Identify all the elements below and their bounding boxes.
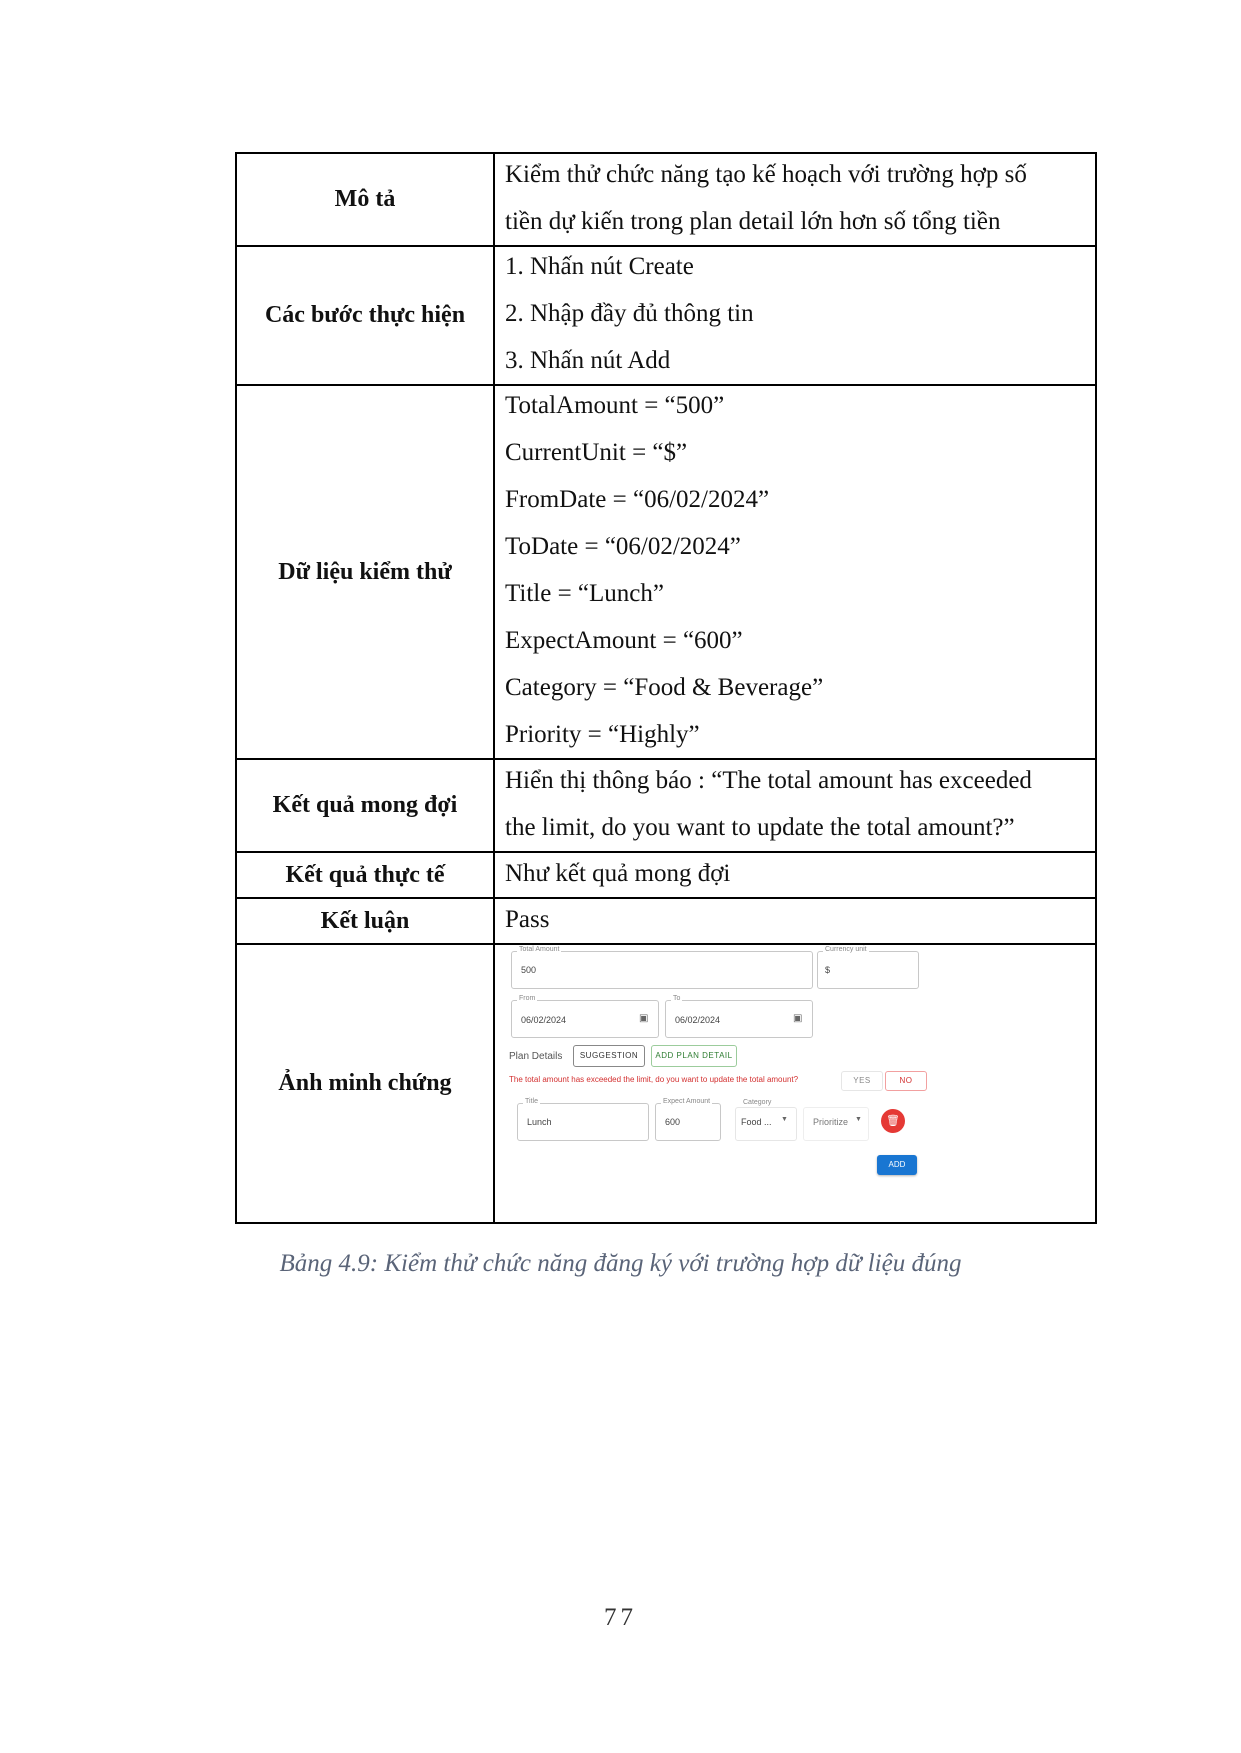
text-line: Pass	[505, 905, 550, 933]
text-line: 3. Nhấn nút Add	[505, 347, 671, 374]
to-date-value: 06/02/2024	[675, 1015, 721, 1025]
warning-message: The total amount has exceeded the limit, do you want to update the total amount?	[509, 1075, 799, 1084]
currency-unit-input[interactable]	[817, 951, 919, 989]
row-value	[494, 898, 1096, 944]
row-expected	[236, 759, 1096, 852]
text-line: Priority = “Highly”	[505, 721, 700, 748]
text-line: Category = “Food & Beverage”	[505, 674, 824, 701]
text-line: 1. Nhấn nút Create	[505, 253, 694, 280]
yes-button[interactable]: YES	[841, 1071, 883, 1091]
text-line: ToDate = “06/02/2024”	[505, 533, 741, 560]
text-line: the limit, do you want to update the total amount?”	[505, 813, 1015, 841]
priority-value: Prioritize	[813, 1117, 849, 1127]
table-caption: Bảng 4.9: Kiểm thử chức năng đăng ký với trường hợp dữ liệu đúng	[279, 1250, 962, 1277]
suggestion-button[interactable]: SUGGESTION	[573, 1045, 645, 1067]
title-value: Lunch	[527, 1117, 552, 1127]
text-line: FromDate = “06/02/2024”	[505, 486, 770, 513]
calendar-icon[interactable]: ▣	[639, 1013, 649, 1024]
row-value	[494, 385, 1096, 759]
row-value	[494, 759, 1096, 852]
total-amount-value: 500	[521, 965, 537, 975]
to-date-label: To	[673, 995, 681, 1002]
plan-details-label: Plan Details	[509, 1051, 563, 1062]
total-amount-input[interactable]	[511, 951, 813, 989]
category-value: Food ...	[741, 1117, 772, 1127]
row-label: Mô tả	[236, 153, 494, 246]
add-button[interactable]: ADD	[877, 1155, 917, 1175]
row-value	[494, 852, 1096, 898]
expect-amount-value: 600	[665, 1117, 681, 1127]
row-label: Kết quả mong đợi	[236, 759, 494, 852]
text-line: 2. Nhập đầy đủ thông tin	[505, 300, 754, 327]
text-line: TotalAmount = “500”	[505, 392, 725, 419]
row-value	[494, 246, 1096, 385]
text-line: tiền dự kiến trong plan detail lớn hơn số tổng tiền	[505, 207, 1001, 235]
add-plan-detail-button[interactable]: ADD PLAN DETAIL	[651, 1045, 737, 1067]
row-label: Kết luận	[236, 898, 494, 944]
no-button[interactable]: NO	[885, 1071, 927, 1091]
from-date-label: From	[519, 995, 536, 1002]
test-case-table	[235, 152, 1097, 1224]
evidence-screenshot	[505, 945, 975, 1222]
evidence-screenshot-cell	[494, 944, 1096, 1223]
row-test-data	[236, 385, 1096, 759]
currency-unit-label: Currency unit	[825, 946, 867, 953]
page-number: 77	[604, 1604, 637, 1631]
text-line: Như kết quả mong đợi	[505, 859, 731, 887]
title-label: Title	[525, 1098, 538, 1105]
text-line: CurrentUnit = “$”	[505, 439, 688, 466]
chevron-down-icon: ▼	[855, 1116, 862, 1123]
text-line: Title = “Lunch”	[505, 580, 664, 607]
row-label: Dữ liệu kiểm thử	[236, 385, 494, 759]
text-line: Kiểm thử chức năng tạo kế hoạch với trường hợp số	[505, 160, 1027, 188]
row-label: Các bước thực hiện	[236, 246, 494, 385]
total-amount-label: Total Amount	[519, 946, 560, 953]
calendar-icon[interactable]: ▣	[793, 1013, 803, 1024]
row-steps	[236, 246, 1096, 385]
row-description	[236, 153, 1096, 246]
text-line: Hiển thị thông báo : “The total amount has exceeded	[505, 766, 1032, 794]
currency-unit-value: $	[825, 965, 831, 975]
chevron-down-icon: ▼	[781, 1116, 788, 1123]
expect-amount-label: Expect Amount	[663, 1098, 711, 1105]
row-label: Kết quả thực tế	[236, 852, 494, 898]
text-line: ExpectAmount = “600”	[505, 627, 743, 654]
row-evidence	[236, 944, 1096, 1223]
delete-icon[interactable]: 🗑	[881, 1109, 905, 1133]
category-label: Category	[743, 1099, 772, 1106]
row-actual	[236, 852, 1096, 898]
row-label: Ảnh minh chứng	[236, 944, 494, 1223]
from-date-value: 06/02/2024	[521, 1015, 567, 1025]
row-value	[494, 153, 1096, 246]
row-conclusion	[236, 898, 1096, 944]
